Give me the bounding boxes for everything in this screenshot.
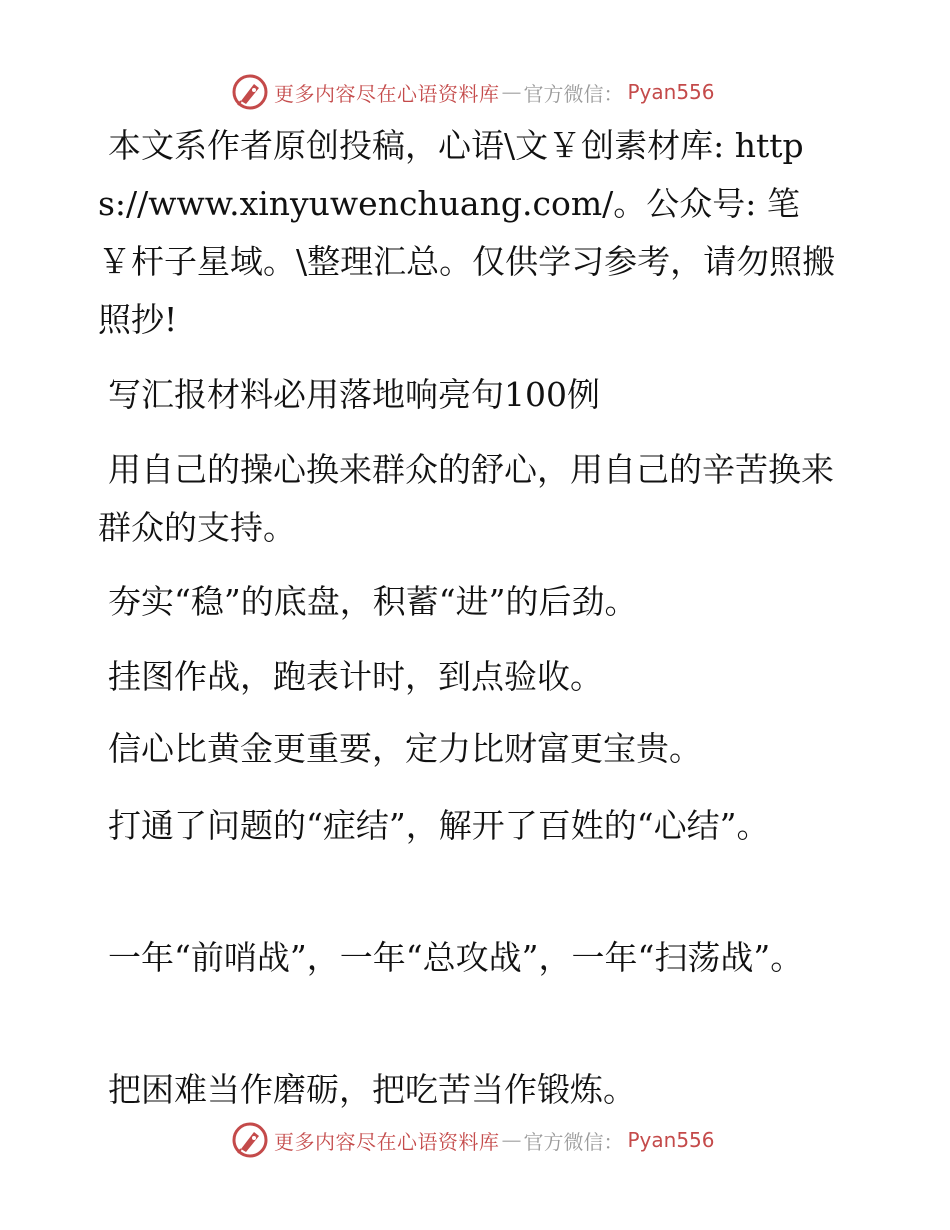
banner-wechat-account: Pyan556 xyxy=(627,80,715,104)
banner-wechat-label: 官方微信： xyxy=(523,81,624,106)
document-title: 写汇报材料必用落地响亮句100例 xyxy=(108,375,600,414)
banner-separator: — xyxy=(501,80,522,104)
banner-separator: — xyxy=(501,1128,522,1152)
pen-nib-icon xyxy=(232,1122,268,1158)
banner-wechat-account: Pyan556 xyxy=(627,1128,715,1152)
sentence-item: 信心比黄金更重要，定力比财富更宝贵。 xyxy=(108,729,702,768)
header-watermark-banner xyxy=(232,72,715,112)
banner-main-text: 更多内容尽在心语资料库 xyxy=(274,1129,500,1154)
sentence-item: 把困难当作磨砺，把吃苦当作锻炼。 xyxy=(108,1070,636,1109)
intro-paragraph: 本文系作者原创投稿，心语\文￥创素材库: https://www.xinyuwenchuang.com/。公众号: 笔￥杆子星域。\整理汇总。仅供学习参考，请勿照搬照抄! xyxy=(98,126,836,339)
banner-main-text: 更多内容尽在心语资料库 xyxy=(274,81,500,106)
sentence-item: 用自己的操心换来群众的舒心，用自己的辛苦换来群众的支持。 xyxy=(98,450,834,547)
pen-nib-icon xyxy=(232,74,268,110)
sentence-item: 夯实“稳”的底盘，积蓄“进”的后劲。 xyxy=(108,582,638,621)
sentence-item: 挂图作战，跑表计时，到点验收。 xyxy=(108,657,603,696)
sentence-item: 打通了问题的“症结”，解开了百姓的“心结”。 xyxy=(108,806,770,845)
footer-watermark-banner xyxy=(232,1120,715,1160)
banner-wechat-label: 官方微信： xyxy=(523,1129,624,1154)
sentence-item: 一年“前哨战”，一年“总攻战”，一年“扫荡战”。 xyxy=(108,938,804,977)
